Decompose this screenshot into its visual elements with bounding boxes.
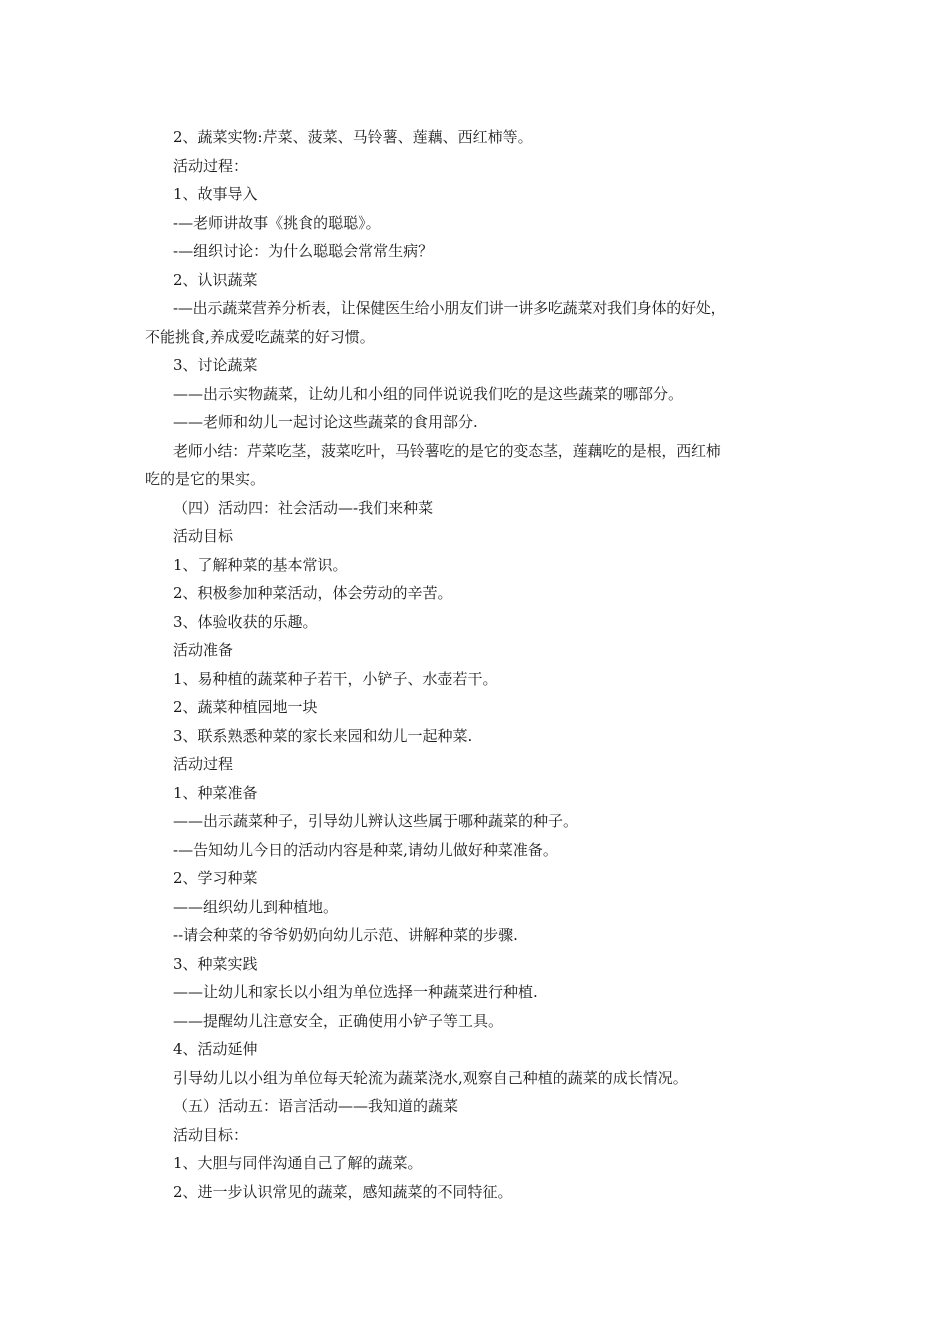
- list-item: --请会种菜的爷爷奶奶向幼儿示范、讲解种菜的步骤.: [173, 926, 518, 944]
- list-item: ——组织幼儿到种植地。: [173, 897, 339, 916]
- paragraph-line: 吃的是它的果实。: [145, 470, 266, 488]
- section-heading: 活动目标: [173, 527, 234, 545]
- list-item: ——出示实物蔬菜，让幼儿和小组的同伴说说我们吃的是这些蔬菜的哪部分。: [173, 384, 684, 403]
- list-item: -—告知幼儿今日的活动内容是种菜,请幼儿做好种菜准备。: [173, 840, 558, 859]
- list-item: 1、了解种菜的基本常识。: [173, 555, 348, 574]
- list-item: 2、蔬菜种植园地一块: [173, 698, 318, 716]
- list-item: 2、认识蔬菜: [173, 270, 258, 289]
- list-item: -—老师讲故事《挑食的聪聪》。: [173, 213, 381, 232]
- list-item: 2、蔬菜实物:芹菜、菠菜、马铃薯、莲藕、西红柿等。: [173, 128, 533, 146]
- paragraph-line: 不能挑食,养成爱吃蔬菜的好习惯。: [145, 327, 375, 346]
- section-heading: 活动过程: [173, 755, 234, 773]
- list-item: 3、联系熟悉种菜的家长来园和幼儿一起种菜.: [173, 726, 473, 745]
- paragraph-line: 引导幼儿以小组为单位每天轮流为蔬菜浇水,观察自己种植的蔬菜的成长情况。: [173, 1068, 688, 1087]
- list-item: 3、讨论蔬菜: [173, 356, 258, 374]
- list-item: 1、易种植的蔬菜种子若干，小铲子、水壶若干。: [173, 669, 498, 688]
- list-item: ——老师和幼儿一起讨论这些蔬菜的食用部分.: [173, 413, 478, 431]
- list-item: 1、大胆与同伴沟通自己了解的蔬菜。: [173, 1154, 423, 1172]
- list-item: 4、活动延伸: [173, 1040, 258, 1058]
- document-body: [145, 123, 805, 1206]
- list-item: 1、故事导入: [173, 185, 258, 203]
- list-item: 2、学习种菜: [173, 869, 258, 887]
- list-item: ——提醒幼儿注意安全，正确使用小铲子等工具。: [173, 1011, 504, 1030]
- list-item: 1、种菜准备: [173, 783, 258, 802]
- list-item: 2、进一步认识常见的蔬菜，感知蔬菜的不同特征。: [173, 1182, 513, 1201]
- section-heading: 活动目标：: [173, 1125, 249, 1144]
- section-heading: （五）活动五：语言活动——我知道的蔬菜: [173, 1097, 459, 1115]
- section-heading: （四）活动四：社会活动—-我们来种菜: [173, 498, 434, 517]
- section-heading: 活动过程：: [173, 156, 249, 175]
- paragraph-line: 老师小结：芹菜吃茎，菠菜吃叶，马铃薯吃的是它的变态茎，莲藕吃的是根，西红柿: [173, 441, 721, 460]
- section-heading: 活动准备: [173, 641, 234, 659]
- list-item: 2、积极参加种菜活动，体会劳动的辛苦。: [173, 584, 453, 602]
- list-item: -—组织讨论：为什么聪聪会常常生病？: [173, 242, 434, 260]
- list-item: 3、种菜实践: [173, 954, 258, 973]
- list-item: ——让幼儿和家长以小组为单位选择一种蔬菜进行种植.: [173, 983, 538, 1001]
- paragraph-line: -—出示蔬菜营养分析表，让保健医生给小朋友们讲一讲多吃蔬菜对我们身体的好处，: [173, 299, 726, 317]
- list-item: ——出示蔬菜种子，引导幼儿辨认这些属于哪种蔬菜的种子。: [173, 812, 579, 830]
- list-item: 3、体验收获的乐趣。: [173, 612, 318, 631]
